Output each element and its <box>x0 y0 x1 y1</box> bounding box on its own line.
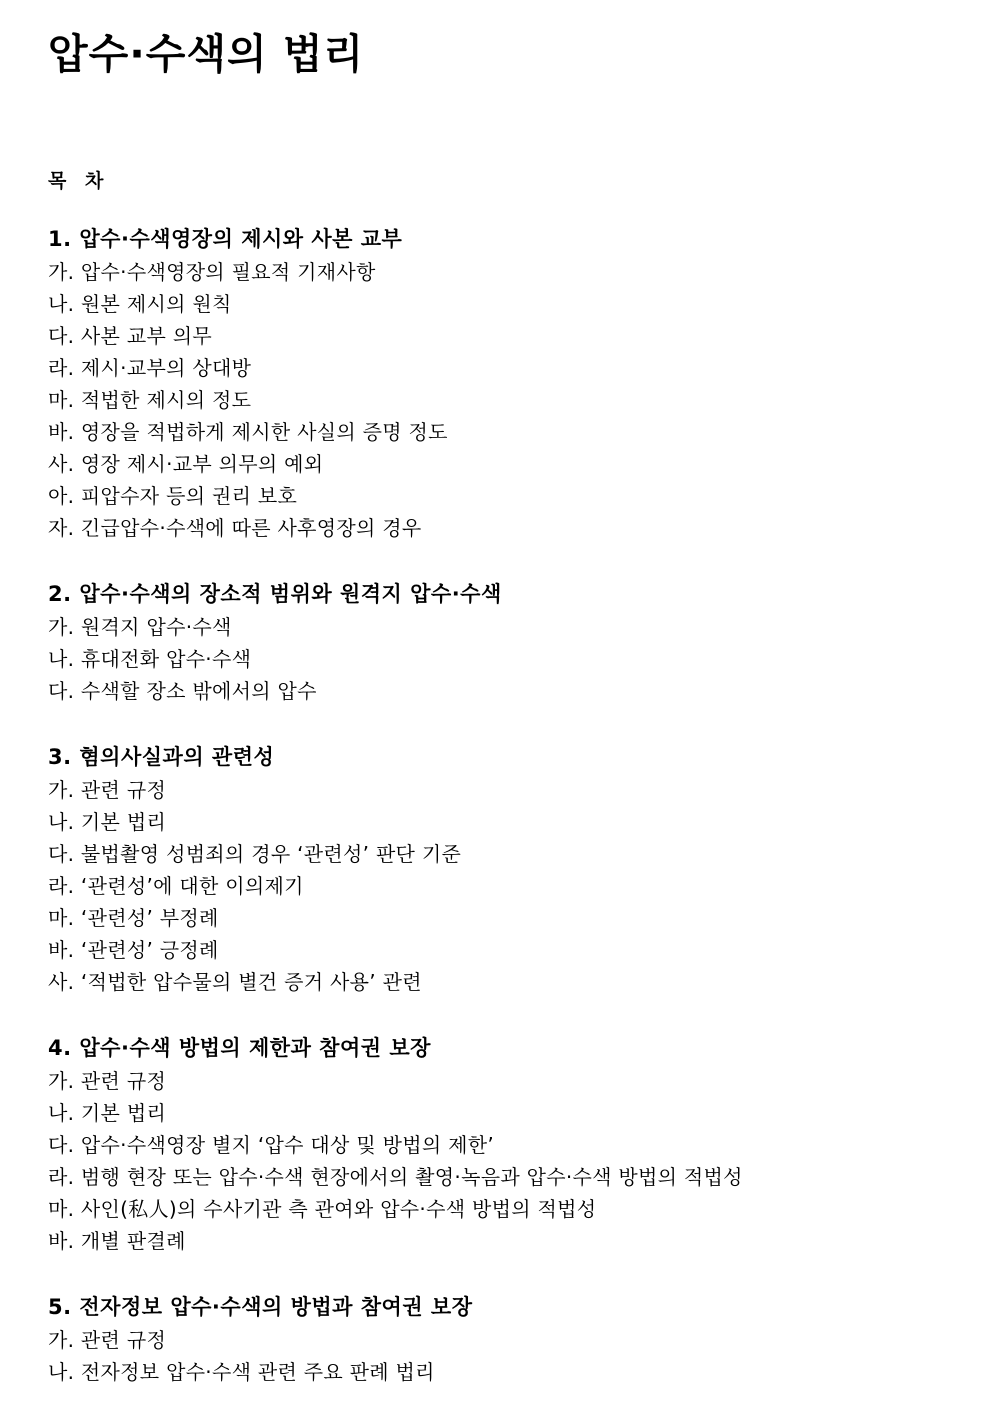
toc-section-1 <box>48 222 968 544</box>
toc-item: 사. ‘적법한 압수물의 별건 증거 사용’ 관련 <box>48 970 422 994</box>
toc-item: 다. 불법촬영 성범죄의 경우 ‘관련성’ 판단 기준 <box>48 842 462 866</box>
toc-item: 라. 범행 현장 또는 압수·수색 현장에서의 촬영·녹음과 압수·수색 방법의 적법성 <box>48 1165 743 1189</box>
toc-item: 나. 원본 제시의 원칙 <box>48 292 232 316</box>
toc-item: 나. 휴대전화 압수·수색 <box>48 647 252 671</box>
toc-item: 가. 원격지 압수·수색 <box>48 615 232 639</box>
toc-heading: 목 차 <box>48 170 110 192</box>
toc-item: 자. 긴급압수·수색에 따른 사후영장의 경우 <box>48 516 422 540</box>
toc-item: 마. 적법한 제시의 정도 <box>48 388 252 412</box>
section-title: 4. 압수·수색 방법의 제한과 참여권 보장 <box>48 1036 431 1060</box>
toc-item: 마. ‘관련성’ 부정례 <box>48 906 219 930</box>
toc-item: 바. ‘관련성’ 긍정례 <box>48 938 219 962</box>
toc-item: 나. 기본 법리 <box>48 810 167 834</box>
toc-section-5 <box>48 1290 968 1388</box>
toc-section-3 <box>48 740 968 998</box>
toc-item: 바. 개별 판결례 <box>48 1229 186 1253</box>
toc-section-4 <box>48 1031 968 1257</box>
toc-item: 가. 관련 규정 <box>48 778 167 802</box>
toc-item: 가. 압수·수색영장의 필요적 기재사항 <box>48 260 376 284</box>
toc-item: 나. 전자정보 압수·수색 관련 주요 판례 법리 <box>48 1360 435 1384</box>
toc-sections <box>48 222 968 1388</box>
section-title: 1. 압수·수색영장의 제시와 사본 교부 <box>48 227 403 251</box>
toc-item: 사. 영장 제시·교부 의무의 예외 <box>48 452 324 476</box>
toc-item: 라. 제시·교부의 상대방 <box>48 356 252 380</box>
toc-item: 다. 사본 교부 의무 <box>48 324 212 348</box>
toc-item: 가. 관련 규정 <box>48 1328 167 1352</box>
toc-section-2 <box>48 577 968 707</box>
page-title: 압수·수색의 법리 <box>48 30 365 78</box>
toc-item: 가. 관련 규정 <box>48 1069 167 1093</box>
section-title: 5. 전자정보 압수·수색의 방법과 참여권 보장 <box>48 1295 473 1319</box>
toc-item: 바. 영장을 적법하게 제시한 사실의 증명 정도 <box>48 420 448 444</box>
toc-item: 아. 피압수자 등의 권리 보호 <box>48 484 298 508</box>
toc-item: 다. 수색할 장소 밖에서의 압수 <box>48 679 317 703</box>
section-title: 3. 혐의사실과의 관련성 <box>48 745 275 769</box>
toc-item: 나. 기본 법리 <box>48 1101 167 1125</box>
section-title: 2. 압수·수색의 장소적 범위와 원격지 압수·수색 <box>48 582 502 606</box>
toc-item: 다. 압수·수색영장 별지 ‘압수 대상 및 방법의 제한’ <box>48 1133 495 1157</box>
document-page <box>48 26 968 1421</box>
toc-item: 라. ‘관련성’에 대한 이의제기 <box>48 874 304 898</box>
toc-item: 마. 사인(私人)의 수사기관 측 관여와 압수·수색 방법의 적법성 <box>48 1197 597 1221</box>
